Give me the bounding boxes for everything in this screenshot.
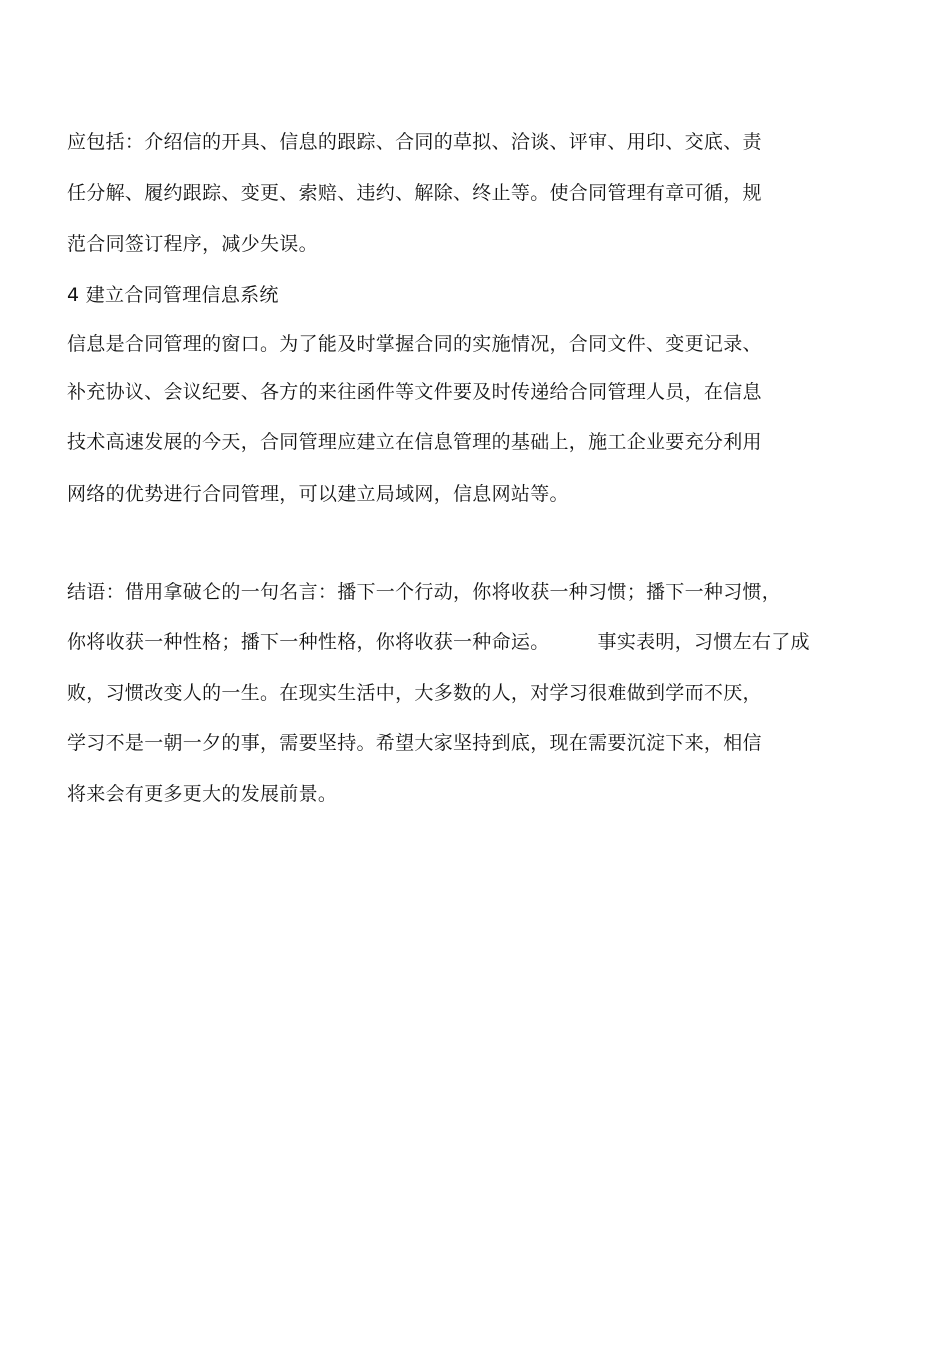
- paragraph-line: 任分解、履约跟踪、变更、索赔、违约、解除、终止等。使合同管理有章可循，规: [67, 182, 762, 204]
- paragraph-line: 应包括：介绍信的开具、信息的跟踪、合同的草拟、洽谈、评审、用印、交底、责: [67, 131, 762, 153]
- conclusion-line: 结语：借用拿破仑的一句名言：播下一个行动，你将收获一种习惯；播下一种习惯，: [67, 581, 782, 603]
- paragraph-line: 网络的优势进行合同管理，可以建立局域网，信息网站等。: [67, 483, 569, 505]
- conclusion-line: 学习不是一朝一夕的事，需要坚持。希望大家坚持到底，现在需要沉淀下来，相信: [67, 732, 762, 754]
- conclusion-line: [67, 630, 810, 654]
- conclusion-line: 败，习惯改变人的一生。在现实生活中，大多数的人，对学习很难做到学而不厌，: [67, 682, 762, 704]
- paragraph-line: 信息是合同管理的窗口。为了能及时掌握合同的实施情况，合同文件、变更记录、: [67, 333, 762, 355]
- paragraph-line: 范合同签订程序，减少失误。: [67, 233, 318, 255]
- conclusion-text: 你将收获一种性格；播下一种性格，你将收获一种命运。: [67, 631, 550, 653]
- conclusion-text: 事实表明，习惯左右了成: [597, 631, 810, 653]
- paragraph-line: 技术高速发展的今天，合同管理应建立在信息管理的基础上，施工企业要充分利用: [67, 431, 762, 453]
- paragraph-line: 补充协议、会议纪要、各方的来往函件等文件要及时传递给合同管理人员，在信息: [67, 381, 762, 403]
- conclusion-line: 将来会有更多更大的发展前景。: [67, 783, 338, 805]
- section-heading: 4 建立合同管理信息系统: [67, 284, 279, 306]
